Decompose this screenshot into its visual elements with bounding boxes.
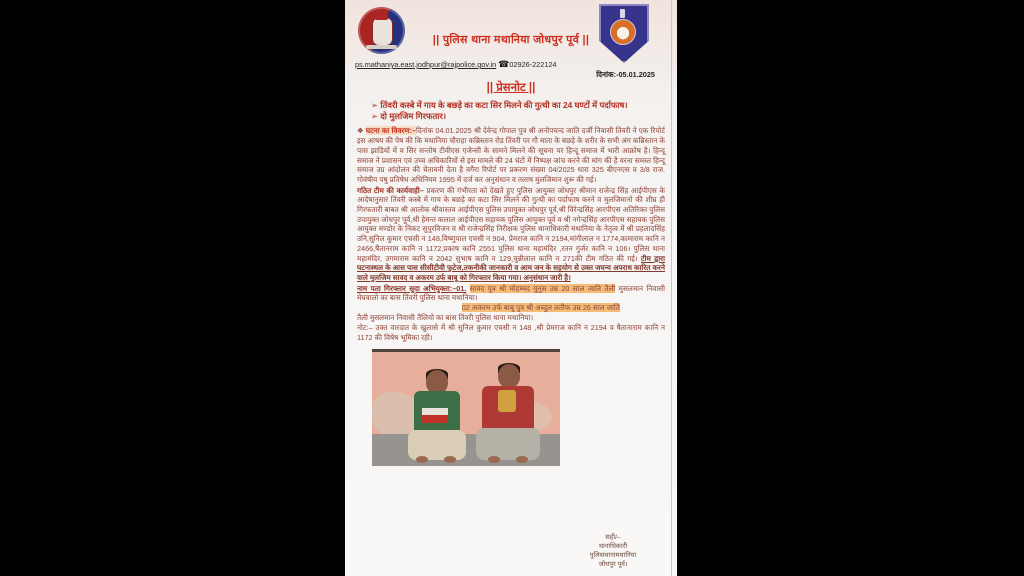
accused-1-highlight: सावद पुत्र श्री मोहम्मद युनुस उम्र 20 साल जाति तैली <box>469 283 616 293</box>
incident-text: दिनांक 04.01.2025 श्री देवेन्द्र गोपाल पुत्र श्री अनोपचन्द जाति दर्जी निवासी तिंवरी ने एक रिपोर्ट इस आषय की पेष की कि मथानिया चौराहा कब्रिस्तान रोड तिंवरी पर गौ माता के बछड़े के शरीर के सभी अंग कब्रिस्तान के पास झाडियों में व सिर सन्तोष टीवीएस एजेन्सी के सामने मिलने की सूचना पर हिन्दू समाज में भारी आक्रोष है। हिन्दू समाज ने प्रशासन एवं उच्च अधिकारियों से इस मामले की 24 घंटों में निष्पक्ष जांच करने की मांग की है वरना समस्त हिन्दू समाज उग्र आंदोलन की चेतावनी देता है वगैरा रिपोर्ट पर प्रकरण संख्या 04/2025 धारा 325 बीएनएस व 3/8 राज. गोवंषीय पषु प्रतिषेध अधिनियम 1995 में दर्ज कर अनुसंधान व तलाष मुलजिमान शुरू की गई। <box>357 126 665 184</box>
contact-row <box>355 59 556 70</box>
station-title: || पुलिस थाना मथानिया जोधपुर पूर्व || <box>432 34 590 46</box>
email-link[interactable]: ps.mathaniya.east.jodhpur@rajpolice.gov.in <box>355 60 497 69</box>
signature-block <box>567 533 659 569</box>
suspect-right <box>476 364 542 464</box>
team-label: गठित टीम की कार्यवाही– <box>357 185 424 195</box>
headline-bullet-2: ➢ दो मुलजिम गिरफतार। <box>371 111 447 122</box>
suspect-left <box>406 370 468 464</box>
note-paragraph: नोट:– उक्त वारदात के खुलासे में श्री सुनिल कुमार एचसी न 148 ,श्री प्रेमराज कानि न 2194 व षैतानाराम कानि न 1172 की विषेष भूमिका रही। <box>357 323 665 343</box>
pressnote-page <box>345 0 677 576</box>
phone-number: 02926-222124 <box>509 60 557 69</box>
phone-icon: ☎ <box>498 59 510 69</box>
team-paragraph <box>357 186 665 283</box>
signature-line: सही/– <box>605 534 621 541</box>
arrow-bullet-icon: ➢ <box>371 100 379 110</box>
diamond-marker-icon: ❖ <box>357 126 364 136</box>
incident-label: घटना का विवरण:– <box>365 126 417 136</box>
team-text: प्रकरण की गंभीरता को देखते हुए पुलिस आयुक्त जोधपुर श्रीमान राजेन्द्र सिंह आईपीएस के आदेषानुसार तिंवरी कस्बे में गाय के बछड़े का कटा सिर मिलने की गुत्थी का पर्दाफाष करने व मुलजिमानो की शीघ्र ही गिरफतारी बाबत श्री आलोक श्रीवास्तव आईपीएस पुलिस उपायुक्त जोधपुर पूर्व,श्री विरेन्द्रसिंह आरपीएस अतिरिक्त पुलिस उपायुक्त जोधपुर पूर्व,श्री हेमन्त कलाल आईपीएस सहायक पुलिस आयुक्त पूर्व व श्री नगेन्द्रसिंह आरपीएस सहायक पुलिस आयुक्त मण्डोर के निकट सुपुरविजन व श्री राजेन्द्रसिंह निरीक्षक पुलिस थानाधिकारी मथानिया के नेतृत्व में श्री प्रहलादसिंह उनि,सुनिल कुमार एचसी न 148,विष्णुपाल एचसी न 904, प्रेमराज कानि न 2194,मांगीलाल न 1774,कामाराम कानि न 2466,षैतानराम कानि न 1172,प्रकाष कानि 2551 पुलिस थाना महामंदिर ,रतन गुर्जर कानि न 106। पुलिस थाना महामंदिर, उगमाराम कानि न 2042 सुभाष कानि न 129,चुन्नीलाल कानि न 271की टीम गठित की गई। <box>357 185 665 263</box>
accused-2-highlight: 02 अकरम उर्फ बाबू पुत्र श्री अब्दुल लतीफ उम्र 26 साल जाति <box>461 303 620 313</box>
arrow-bullet-icon: ➢ <box>371 111 379 122</box>
headline-bullets <box>371 100 661 122</box>
accused-paragraph <box>357 284 665 323</box>
incident-paragraph <box>357 126 665 184</box>
arrest-statement: टीम द्वारा घटनास्थल के आस पास सीसीटीवी फुटेज,तकनीकी जानकारी व आम जन के सहयोग से उक्त जघन्य अपराध कारित करने वाले मुलजिम सावद व अकरम उर्फ बाबू को गिरफ्तार किया गया। अनुसंधान जारी है। <box>357 253 665 282</box>
accused-1-rest: मुसलमान निवासी मेघवालो का बास तिंवरी पुलिस थाना मथानिया। <box>357 283 665 303</box>
signature-line: जोधपुर पूर्व। <box>598 561 628 568</box>
accused-2-rest: तैली मुसलमान निवासी तैलियो का बास तिंवरी पुलिस थाना मथानिया। <box>357 312 534 322</box>
page-header <box>345 0 677 94</box>
body-text <box>357 126 665 342</box>
page-edge-line <box>671 0 672 576</box>
pressnote-title: || प्रेसनोट || <box>486 82 536 94</box>
signature-line: थानाधिकारी <box>598 543 628 550</box>
accused-label: नाम पता गिरफ्तार सुदा अभियुक्ता:–01. <box>357 283 467 293</box>
date-label: दिनांक:-05.01.2025 <box>596 70 655 79</box>
arrested-suspects-photo <box>372 349 560 466</box>
headline-bullet-1: ➢ तिंवरी कस्बे में गाय के बछड़े का कटा सिर मिलने की गुत्थी का 24 घण्टों में पर्दाफाष। <box>371 100 628 110</box>
signature-line: पुलिसथानामथानिया <box>589 552 637 559</box>
